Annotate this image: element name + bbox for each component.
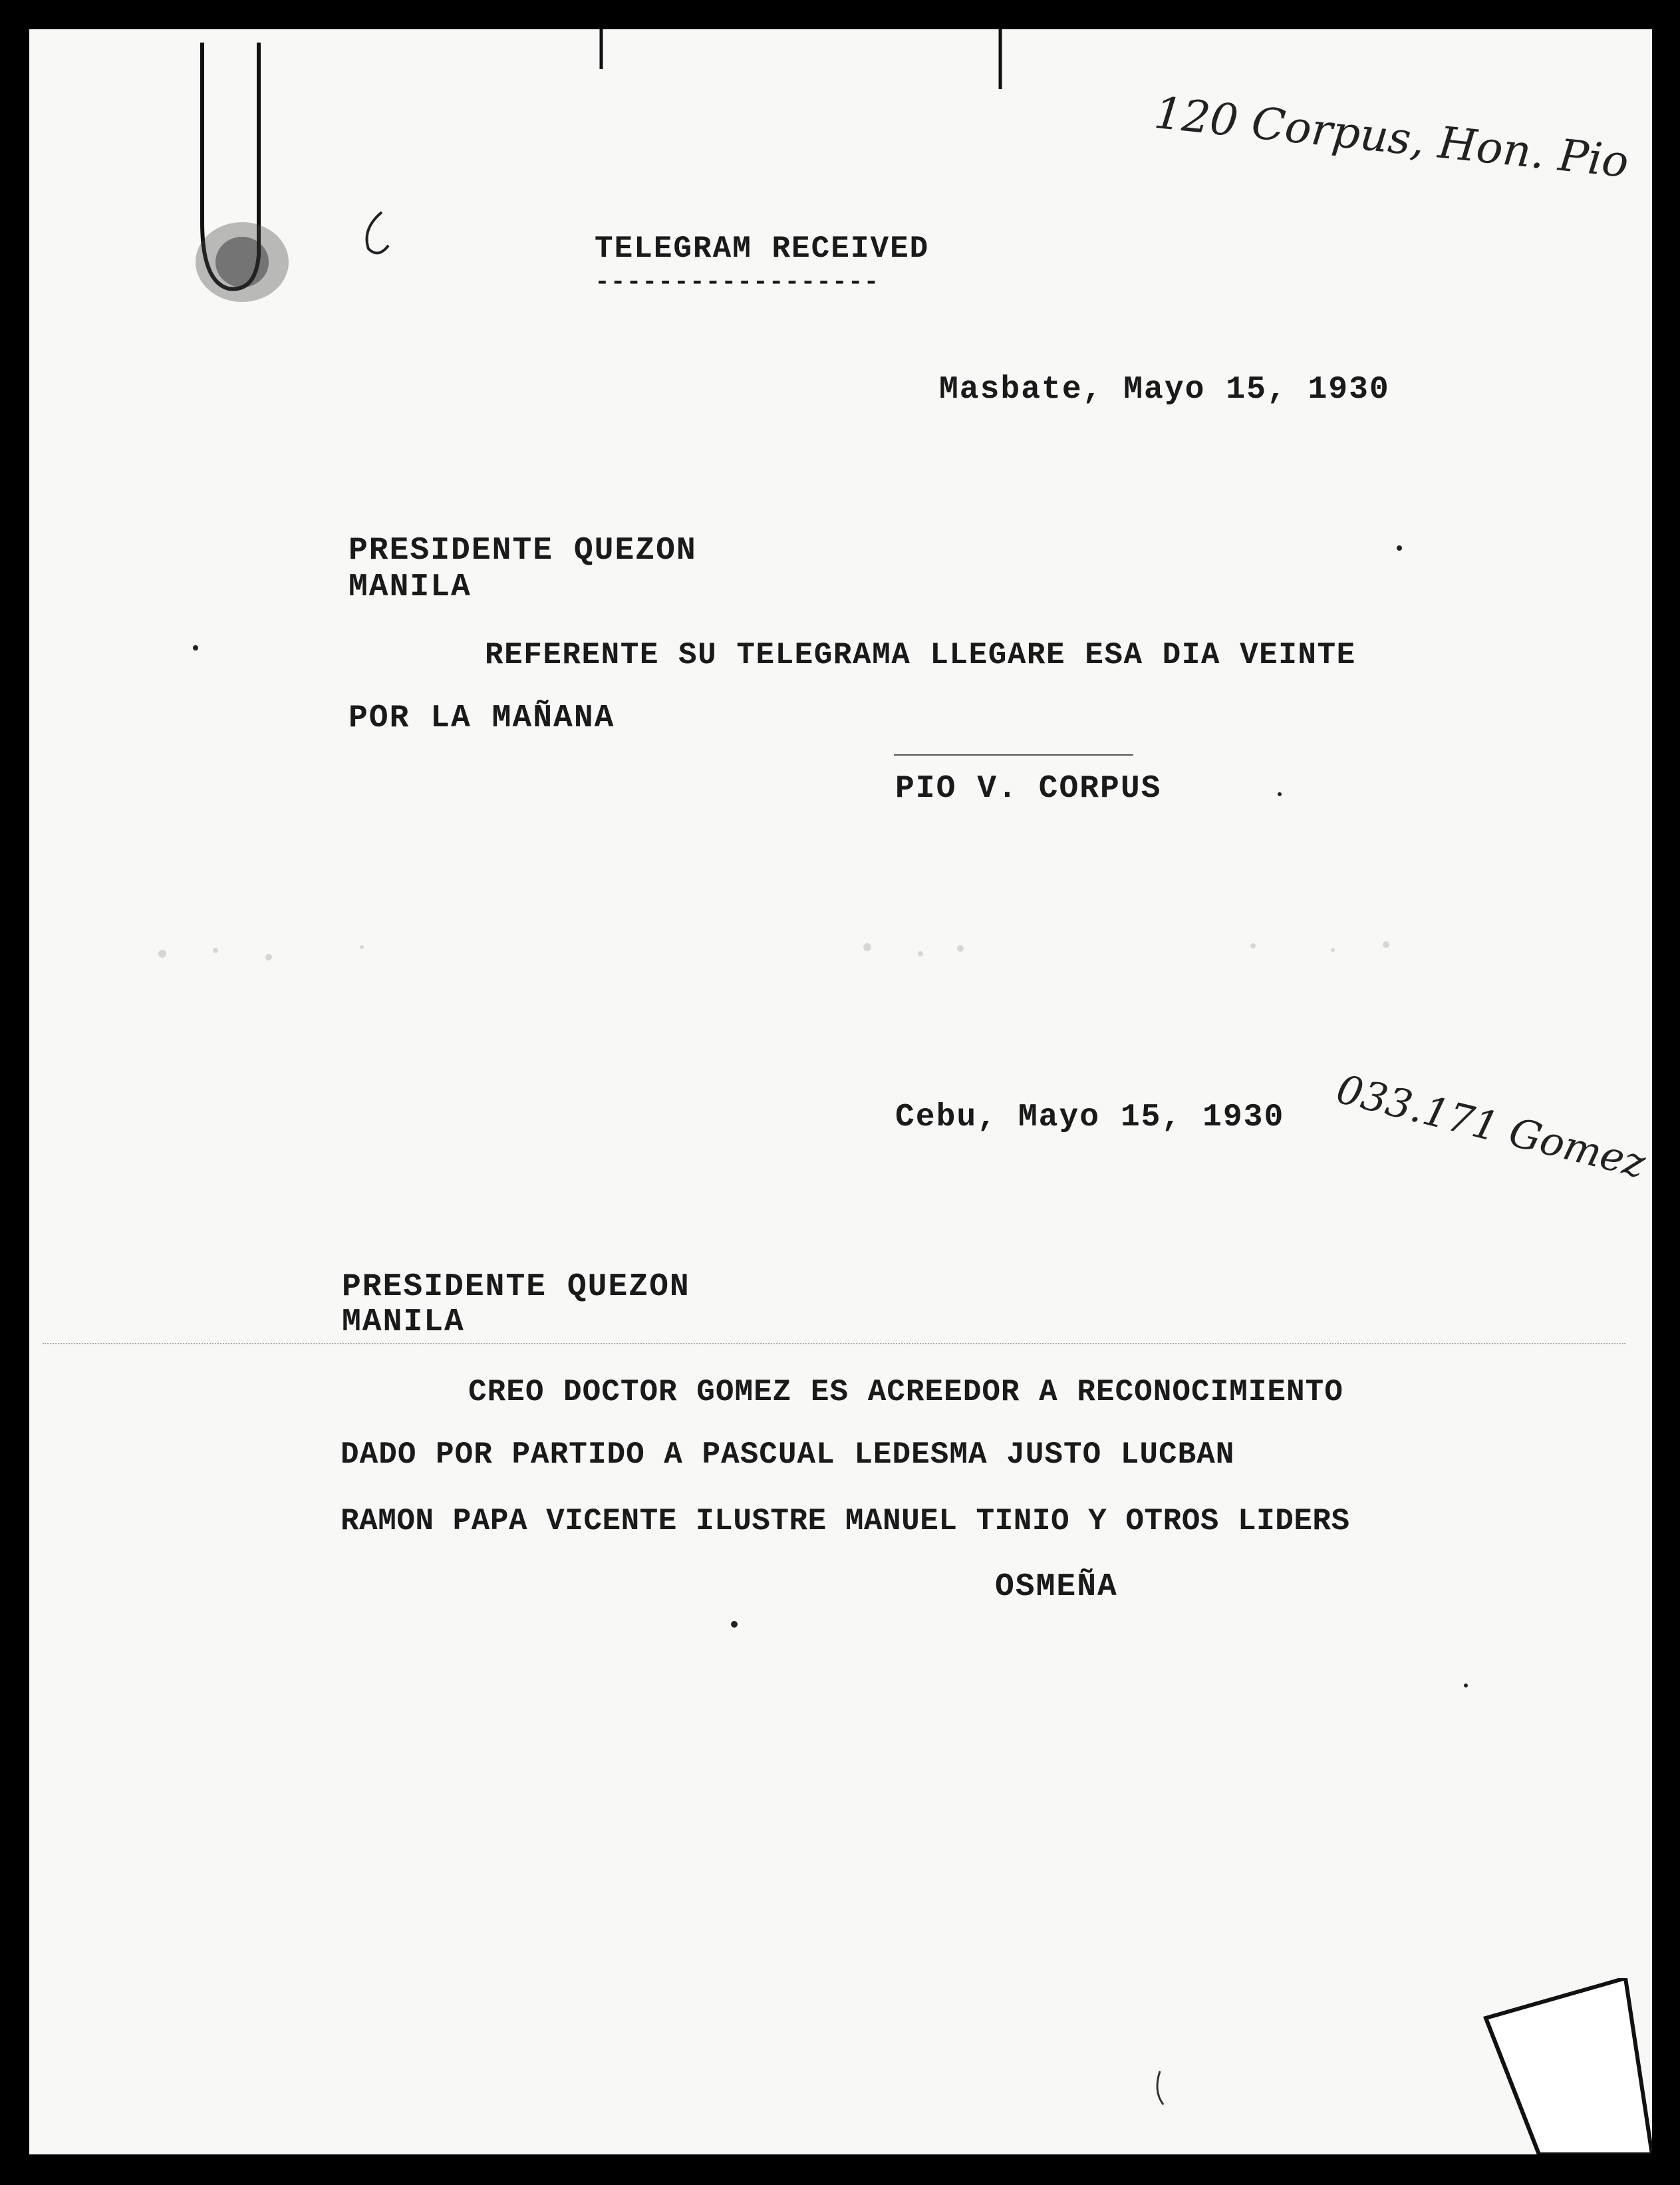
telegram-heading-rule: ------------------	[595, 268, 880, 297]
paper-specks	[29, 29, 1652, 2154]
telegram1-body-line-2: POR LA MAÑANA	[349, 700, 615, 736]
telegram1-signature: PIO V. CORPUS	[895, 771, 1162, 807]
telegram1-addressee: PRESIDENTE QUEZON	[349, 533, 697, 569]
folded-corner	[1419, 1978, 1652, 2154]
telegram1-address-city: MANILA	[349, 569, 472, 605]
telegram2-address-city: MANILA	[342, 1304, 465, 1340]
telegram2-body-line-2: DADO POR PARTIDO A PASCUAL LEDESMA JUSTO LUCBAN	[341, 1437, 1235, 1472]
telegram2-signature: OSMEÑA	[995, 1569, 1118, 1605]
telegram2-addressee: PRESIDENTE QUEZON	[342, 1269, 690, 1305]
telegram-heading: TELEGRAM RECEIVED	[595, 231, 930, 266]
handwritten-file-note-middle: 033.171 Gomez	[1331, 1066, 1650, 1188]
telegram1-body-line-1: REFERENTE SU TELEGRAMA LLEGARE ESA DIA VEINTE	[485, 638, 1356, 672]
handwritten-file-note-top: 120 Corpus, Hon. Pio	[1151, 86, 1631, 188]
telegram2-body-line-3: RAMON PAPA VICENTE ILUSTRE MANUEL TINIO Y OTROS LIDERS	[341, 1504, 1350, 1538]
telegram2-body-line-1: CREO DOCTOR GOMEZ ES ACREEDOR A RECONOCIMIENTO	[468, 1375, 1343, 1409]
telegram1-place-date: Masbate, Mayo 15, 1930	[939, 372, 1390, 408]
document-page	[29, 29, 1652, 2154]
telegram2-place-date: Cebu, Mayo 15, 1930	[895, 1099, 1285, 1135]
